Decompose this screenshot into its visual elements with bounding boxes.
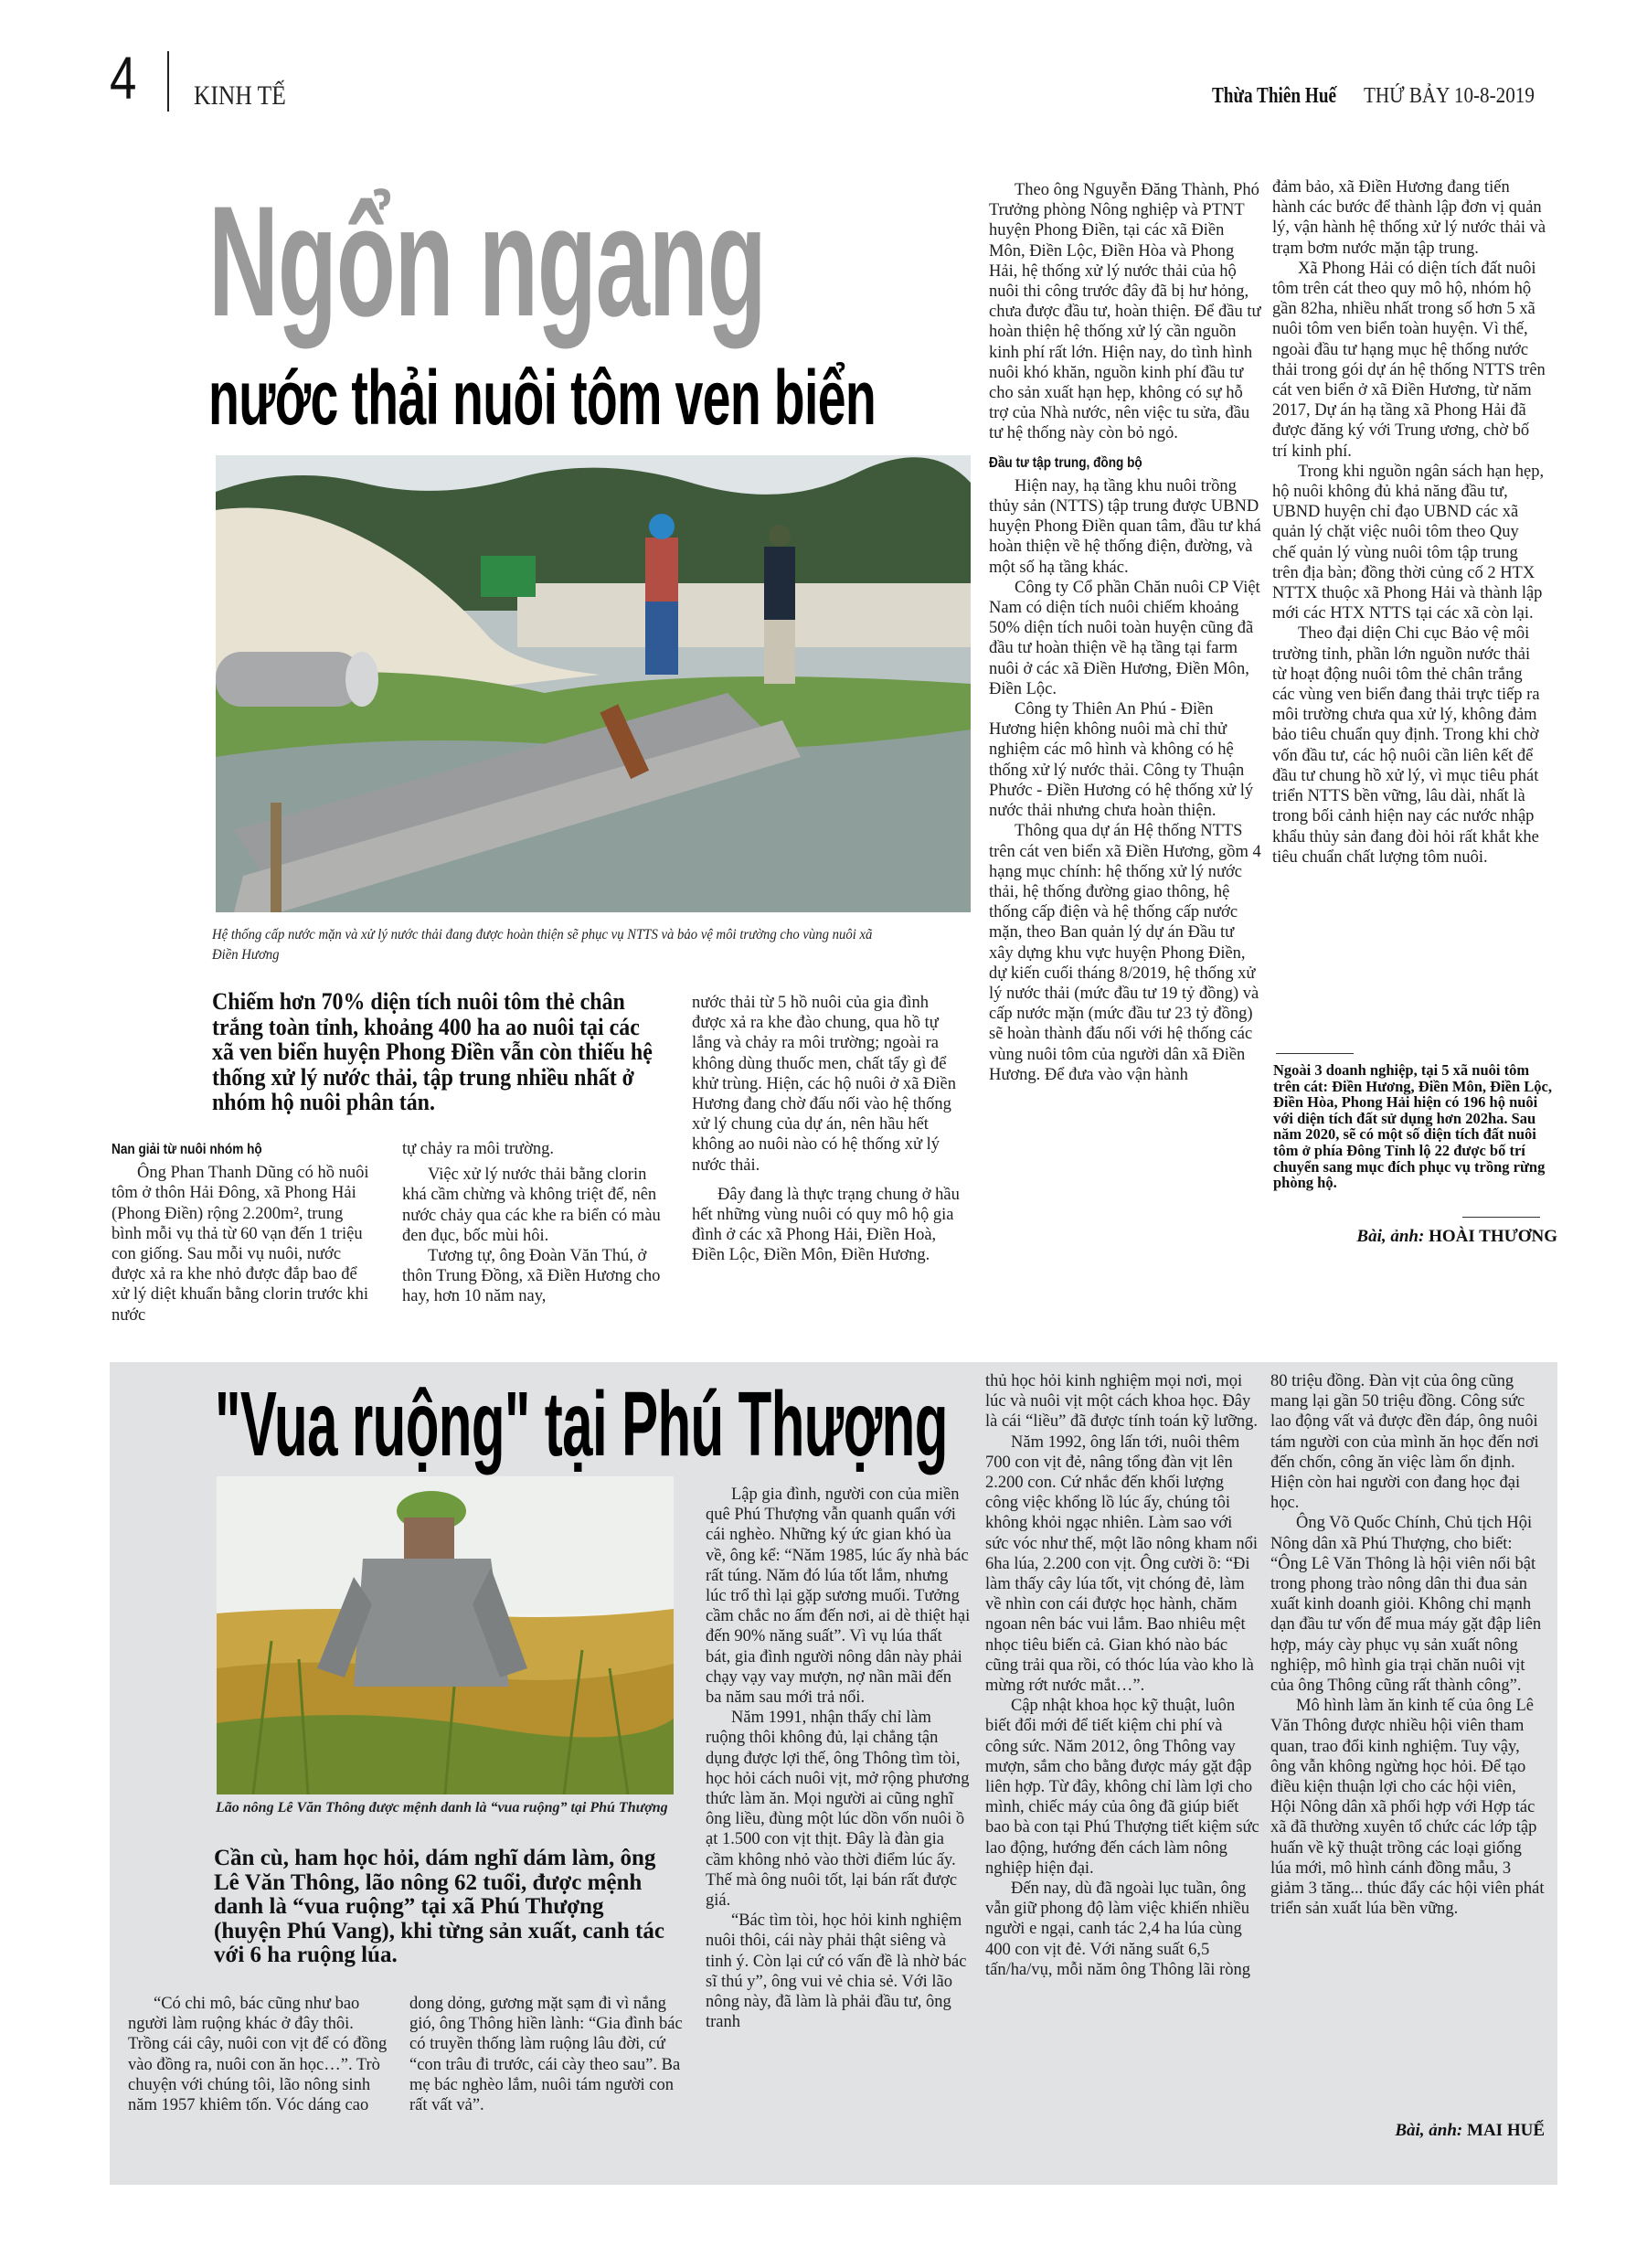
- article2-byline: [1270, 2121, 1545, 2141]
- article2-photo-caption: Lão nông Lê Văn Thông được mệnh danh là “vua ruộng” tại Phú Thượng: [216, 1800, 668, 1815]
- article1-column-4: [989, 180, 1261, 1085]
- paragraph: Theo đại diện Chi cục Bảo vệ môi trường tỉnh, phần lớn nguồn nước thải từ hoạt động nuôi tôm thẻ chân trắng các vùng ven biển đang thải trực tiếp ra môi trường chưa qua xử lý, không đảm bảo tiêu chuẩn quy định. Trong khi chờ vốn đầu tư, các hộ nuôi cần liên kết để đầu tư chung hồ xử lý, vì mục tiêu phát triển NTTS bền vững, lâu dài, nhất là trong bối cảnh hiện nay các nước nhập khẩu thủy sản đang đòi hỏi rất khắt khe tiêu chuẩn chất lượng tôm nuôi.: [1272, 624, 1540, 867]
- article2-column-4: [985, 1371, 1259, 1980]
- photo-pipes-icon: [216, 455, 971, 912]
- article1-photo: [216, 455, 971, 912]
- article1-column-3: [692, 993, 964, 1266]
- paragraph: Thông qua dự án Hệ thống NTTS trên cát ven biển xã Điền Hương, gồm 4 hạng mục chính: hệ thống xử lý nước thải, hệ thống đường giao thông, hệ thống cấp điện và hệ thống cấp nước mặn, theo Ban quản lý dự án Đầu tư xây dựng khu vực huyện Phong Điền, dự kiến cuối tháng 8/2019, hệ thống xử lý nước thải (mức đầu tư 19 tỷ đồng) và cấp nước mặn (mức đầu tư 23 tỷ đồng) sẽ hoàn thành đấu nối với hệ thống các vùng nuôi tôm của người dân xã Điền Hương. Để đưa vào vận hành: [989, 822, 1261, 1084]
- article2-headline: "Vua ruộng" tại Phú Thượng: [215, 1373, 948, 1475]
- article1-photo-caption: Hệ thống cấp nước mặn và xử lý nước thải đang được hoàn thiện sẽ phục vụ NTTS và bảo vệ môi trường cho vùng nuôi xã Điền Hương: [212, 927, 873, 963]
- paragraph: Trong khi nguồn ngân sách hạn hẹp, hộ nuôi không đủ khả năng đầu tư, UBND huyện chỉ đạo UBND các xã quản lý chặt việc nuôi tôm theo Quy chế quản lý vùng nuôi tôm tập trung trên địa bàn; đồng thời củng cố 2 HTX NTTX thuộc xã Phong Hải và thành lập mới các HTX NTTS tại các xã còn lại.: [1272, 462, 1545, 623]
- paragraph: Mô hình làm ăn kinh tế của ông Lê Văn Thông được nhiều hội viên tham quan, trao đổi kinh nghiệm. Tuy vậy, ông vẫn không ngừng học hỏi. Để tạo điều kiện thuận lợi cho các hội viên, Hội Nông dân xã phối hợp với Hợp tác xã đã thường xuyên tổ chức các lớp tập huấn về kỹ thuật trồng các loại giống lúa mới, mô hình cánh đồng mẫu, 3 giảm 3 tăng... thúc đẩy các hội viên phát triển sản xuất lúa bền vững.: [1270, 1697, 1545, 1919]
- paragraph: “Có chi mô, bác cũng như bao người làm ruộng khác ở đây thôi. Trồng cái cây, nuôi con vịt để có đồng vào đồng ra, nuôi con ăn học…”. Trò chuyện với chúng tôi, lão nông sinh năm 1957 khiêm tốn. Vóc dáng cao: [128, 1995, 388, 2115]
- paragraph: Ông Phan Thanh Dũng có hồ nuôi tôm ở thôn Hải Đông, xã Phong Hải (Phong Điền) rộng 2.200m², trung bình mỗi vụ thả từ 60 vạn đến 1 triệu con giống. Sau mỗi vụ nuôi, nước được xả ra khe nhỏ được đắp bao để xử lý diệt khuẩn bằng clorin trước khi nước: [112, 1164, 369, 1325]
- article2-column-3: [706, 1485, 971, 2032]
- paragraph: Xã Phong Hải có diện tích đất nuôi tôm trên cát theo quy mô hộ, nhóm hộ gần 82ha, nhiều nhất trong số hơn 5 xã nuôi tôm ven biển toàn huyện. Vì thế, ngoài đầu tư hạng mục hệ thống nước thải trong gói dự án hệ thống NTTS trên cát ven biển ở xã Điền Hương, từ năm 2017, Dự án hạ tầng xã Phong Hải đã được đăng ký với Trung ương, chờ bố trí kinh phí.: [1272, 259, 1546, 461]
- paragraph: đảm bảo, xã Điền Hương đang tiến hành các bước để thành lập đơn vị quản lý, vận hành hệ thống xử lý nước thải và trạm bơm nước mặn tập trung.: [1272, 178, 1546, 258]
- section-title: KINH TẾ: [194, 80, 286, 111]
- photo-farmer-icon: [217, 1476, 674, 1794]
- note-divider-top: [1276, 1053, 1354, 1054]
- header-divider: [167, 51, 169, 112]
- article2-column-1: [128, 1994, 393, 2115]
- article1-byline: [1280, 1227, 1557, 1247]
- paragraph: Việc xử lý nước thải bằng clorin khá cầm chừng và không triệt để, nên nước chảy qua các khe ra biển có màu đen đục, bốc mùi hôi.: [402, 1166, 661, 1245]
- paragraph: Theo ông Nguyễn Đăng Thành, Phó Trưởng phòng Nông nghiệp và PTNT huyện Phong Điền, tại các xã Điền Môn, Điền Lộc, Điền Hòa và Phong Hải, hệ thống xử lý nước thải của hộ nuôi thi công trước đây đã bị hư hỏng, chưa được đầu tư, hoàn thiện. Để đầu tư hoàn thiện hệ thống xử lý cần nguồn kinh phí rất lớn. Hiện nay, do tình hình nuôi khó khăn, nguồn kinh phí đầu tư cho sản xuất hạn hẹp, không có sự hỗ trợ của Nhà nước, nên việc tu sửa, đầu tư hệ thống này còn bỏ ngỏ.: [989, 181, 1261, 443]
- paragraph: Công ty Cổ phần Chăn nuôi CP Việt Nam có diện tích nuôi chiếm khoảng 50% diện tích nuôi toàn huyện cũng đã đầu tư hoàn thiện về hạ tầng tại farm nuôi ở các xã Điền Hương, Điền Môn, Điền Lộc.: [989, 578, 1260, 698]
- paragraph: Tương tự, ông Đoàn Văn Thú, ở thôn Trung Đồng, xã Điền Hương cho hay, hơn 10 năm nay,: [402, 1247, 661, 1306]
- paragraph: Ông Võ Quốc Chính, Chủ tịch Hội Nông dân xã Phú Thượng, cho biết: “Ông Lê Văn Thông là hội viên nổi bật trong phong trào nông dân thi đua sản xuất kinh doanh giỏi. Không chỉ mạnh dạn đầu tư vốn để mua máy gặt đập liên hợp, máy cày phục vụ sản xuất nông nghiệp, mô hình gia trại chăn nuôi vịt của ông Thông cũng rất thành công”.: [1270, 1514, 1542, 1696]
- article2-photo: [217, 1476, 674, 1794]
- article1-lead: Chiếm hơn 70% diện tích nuôi tôm thẻ chân trắng toàn tỉnh, khoảng 400 ha ao nuôi tại các xã ven biển huyện Phong Điền vẫn còn thiếu hệ thống xử lý nước thải, tập trung nhiều nhất ở nhóm hộ nuôi phân tán.: [212, 988, 653, 1115]
- paragraph: Năm 1991, nhận thấy chỉ làm ruộng thôi không đủ, lại chẳng tận dụng được lợi thế, ông Thông tìm tòi, học hỏi cách nuôi vịt, mở rộng phương thức làm ăn. Mọi người ai cũng nghĩ ông liều, đùng một lúc dồn vốn nuôi ồ ạt 1.500 con vịt thịt. Đây là đàn gia cầm không nhỏ vào thời điểm lúc ấy. Thế mà ông nuôi tốt, lại bán rất được giá.: [706, 1709, 970, 1911]
- paragraph: Công ty Thiên An Phú - Điền Hương hiện không nuôi mà chỉ thử nghiệm các mô hình và không có hệ thống xử lý nước thải. Công ty Thuận Phước - Điền Hương có hệ thống xử lý nước thải nhưng chưa hoàn thiện.: [989, 700, 1254, 821]
- article1-side-note: Ngoài 3 doanh nghiệp, tại 5 xã nuôi tôm trên cát: Điền Hương, Điền Môn, Điền Lộc, Điền Hòa, Phong Hải hiện có 196 hộ nuôi với diện tích đất sử dụng hơn 202ha. Sau năm 2020, sẽ có một số diện tích đất nuôi tôm ở phía Đông Tỉnh lộ 22 được bố trí chuyển sang mục đích phục vụ trồng rừng phòng hộ.: [1273, 1061, 1553, 1192]
- article1-headline-top: Ngổn ngang: [208, 174, 766, 349]
- article1-subhead-2: Đầu tư tập trung, đồng bộ: [989, 454, 1142, 471]
- paragraph: Lập gia đình, người con của miền quê Phú Thượng vẫn quanh quẩn với cái nghèo. Những ký ức gian khó ùa về, ông kể: “Năm 1985, lúc ấy nhà bác rất túng. Năm đó lúa tốt lắm, nhưng lúc trổ thì lại gặp sương muối. Tưởng cầm chắc no ấm đến nơi, ai dè thiệt hại đến 90% năng suất”. Vì vụ lúa thất bát, gia đình người nông dân này phải chạy vạy vay mượn, nợ nần mãi đến ba năm sau mới trả nổi.: [706, 1485, 971, 1708]
- article1-column-1: [112, 1138, 377, 1326]
- byline-author: HOÀI THƯƠNG: [1429, 1227, 1557, 1246]
- article1-column-5: [1272, 177, 1546, 868]
- issue-date: THỨ BẢY 10-8-2019: [1364, 84, 1535, 108]
- article1-subhead-1: Nan giải từ nuôi nhóm hộ: [112, 1142, 262, 1157]
- article2-column-5: [1270, 1371, 1545, 1919]
- article2-column-2: [409, 1994, 684, 2115]
- paragraph: Đến nay, dù đã ngoài lục tuần, ông vẫn giữ phong độ làm việc khiến nhiều người e ngại, canh tác 2,4 ha lúa cùng 400 con vịt đẻ. Với năng suất 6,5 tấn/ha/vụ, mỗi năm ông Thông lãi ròng: [985, 1879, 1250, 1979]
- paragraph: Cập nhật khoa học kỹ thuật, luôn biết đổi mới để tiết kiệm chi phí và công sức. Năm 2012, ông Thông vay mượn, sắm cho bằng được máy gặt đập liên hợp. Từ đây, không chỉ làm lợi cho mình, chiếc máy của ông đã giúp biết bao bà con tại Phú Thượng tiết kiệm sức lao động, hướng đến cách làm nông nghiệp hiện đại.: [985, 1697, 1259, 1878]
- paragraph: tự chảy ra môi trường.: [402, 1140, 554, 1158]
- byline-label: Bài, ảnh:: [1356, 1227, 1425, 1246]
- paragraph: Hiện nay, hạ tầng khu nuôi trồng thủy sản (NTTS) tập trung được UBND huyện Phong Điền quan tâm, đầu tư khá hoàn thiện về hệ thống điện, đường, và một số hạ tầng khác.: [989, 476, 1261, 577]
- paragraph: nước thải từ 5 hồ nuôi của gia đình được xả ra khe đào chung, qua hồ tự lắng và chảy ra môi trường; ngoài ra không dùng thuốc men, chất tẩy gì để khử trùng. Hiện, các hộ nuôi ở xã Điền Hương đang chờ đấu nối vào hệ thống xử lý chung của dự án, nên hầu hết không ao nuôi nào có hệ thống xử lý nước thải.: [692, 994, 957, 1175]
- paragraph: thủ học hỏi kinh nghiệm mọi nơi, mọi lúc và nuôi vịt một cách khoa học. Đây là cái “liều” đã được tính toán kỹ lưỡng.: [985, 1372, 1259, 1432]
- article1-column-2: [402, 1139, 667, 1307]
- paragraph: “Bác tìm tòi, học hỏi kinh nghiệm nuôi thôi, cái này phải thật siêng và tinh ý. Còn lại cứ có vấn đề là nhờ bác sĩ thú y”, ông vui vẻ chia sẻ. Với lão nông này, đã làm là phải đầu tư, ông tranh: [706, 1911, 967, 2032]
- paragraph: Đây đang là thực trạng chung ở hầu hết những vùng nuôi có quy mô hộ gia đình ở các xã Phong Hải, Điền Hoà, Điền Lộc, Điền Môn, Điền Hương.: [692, 1185, 960, 1265]
- paragraph: 80 triệu đồng. Đàn vịt của ông cũng mang lại gần 50 triệu đồng. Công sức lao động vất vả được đền đáp, ông nuôi tám người con của mình ăn học đến nơi đến chốn, công ăn việc làm ổn định. Hiện còn hai người con đang học đại học.: [1270, 1372, 1539, 1513]
- paragraph: Năm 1992, ông lấn tới, nuôi thêm 700 con vịt đẻ, nâng tổng đàn vịt lên 2.200 con. Cứ nhắc đến khối lượng công việc khổng lồ lúc ấy, chúng tôi không khỏi ngạc nhiên. Làm sao với sức vóc như thế, một lão nông kham nổi 6ha lúa, 2.200 con vịt. Ông cười ồ: “Đi làm thấy cây lúa tốt, vịt chóng đẻ, làm về nhìn con cái được học hành, chăm ngoan nên bác vui lắm. Bao nhiêu mệt nhọc tiêu biến cả. Gian khó nào bác cũng trải qua rồi, có thóc lúa vào kho là mừng rớt nước mắt…”.: [985, 1432, 1259, 1696]
- article1-headline-bottom: nước thải nuôi tôm ven biển: [208, 355, 877, 441]
- byline-author: MAI HUẾ: [1467, 2121, 1545, 2140]
- page-number: 4: [110, 44, 137, 112]
- note-divider-bottom: [1462, 1217, 1540, 1218]
- article2-lead: Cần cù, ham học hỏi, dám nghĩ dám làm, ông Lê Văn Thông, lão nông 62 tuổi, được mệnh danh là “vua ruộng” tại xã Phú Thượng (huyện Phú Vang), khi từng sản xuất, canh tác với 6 ha ruộng lúa.: [214, 1846, 664, 1967]
- publication-name: Thừa Thiên Huế: [1212, 84, 1337, 108]
- paragraph: dong dỏng, gương mặt sạm đi vì nắng gió, ông Thông hiền lành: “Gia đình bác có truyền thống làm ruộng lâu đời, cứ “con trâu đi trước, cái cày theo sau”. Ba mẹ bác nghèo lắm, nuôi tám người con rất vất vả”.: [409, 1995, 683, 2115]
- byline-label: Bài, ảnh:: [1395, 2121, 1463, 2140]
